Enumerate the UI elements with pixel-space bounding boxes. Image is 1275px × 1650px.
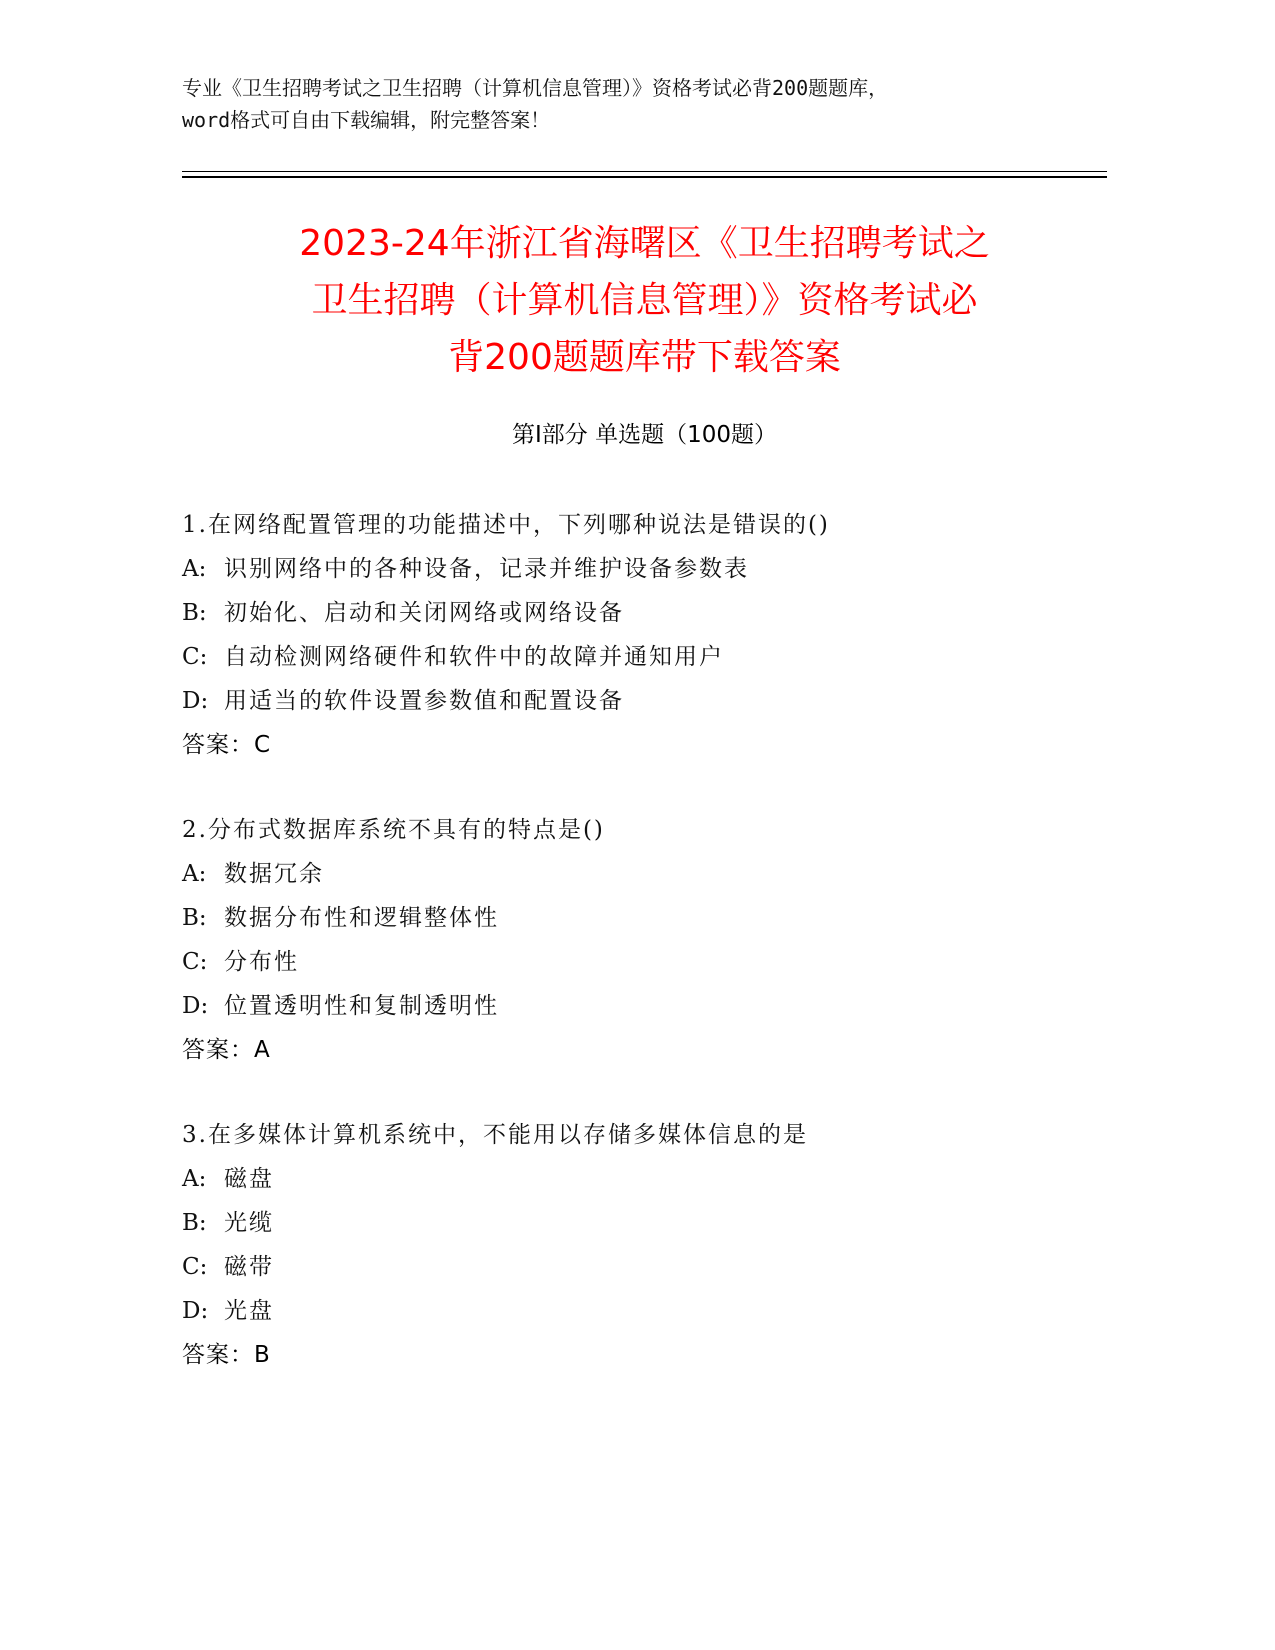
- option-text: 光缆: [224, 1210, 274, 1236]
- option-letter: C:: [182, 949, 208, 975]
- option-d: [182, 984, 1107, 1028]
- option-letter: D:: [182, 993, 209, 1019]
- answer-line: 答案：B: [182, 1342, 271, 1368]
- question-item: [182, 503, 1107, 767]
- option-a: [182, 1157, 1107, 1201]
- header-divider-thin: [182, 171, 1107, 172]
- option-text: 用适当的软件设置参数值和配置设备: [224, 688, 624, 714]
- header-note: [182, 72, 1082, 136]
- answer-line: 答案：A: [182, 1037, 271, 1063]
- question-stem: 3.在多媒体计算机系统中，不能用以存储多媒体信息的是: [182, 1122, 808, 1148]
- option-letter: C:: [182, 644, 208, 670]
- option-text: 磁带: [224, 1254, 274, 1280]
- option-a: [182, 852, 1107, 896]
- section-heading: 第Ⅰ部分 单选题（100题）: [512, 422, 777, 448]
- option-c: [182, 940, 1107, 984]
- option-text: 识别网络中的各种设备，记录并维护设备参数表: [224, 556, 749, 582]
- option-text: 自动检测网络硬件和软件中的故障并通知用户: [224, 644, 724, 670]
- document-title-line-3: 背200题题库带下载答案: [448, 337, 841, 378]
- question-item: [182, 808, 1107, 1072]
- option-text: 数据冗余: [224, 861, 324, 887]
- answer-line: 答案：C: [182, 732, 272, 758]
- option-a: [182, 547, 1107, 591]
- option-letter: D:: [182, 688, 209, 714]
- option-letter: B:: [182, 905, 207, 931]
- question-list: [182, 503, 1107, 1418]
- option-d: [182, 1289, 1107, 1333]
- option-c: [182, 635, 1107, 679]
- option-d: [182, 679, 1107, 723]
- option-c: [182, 1245, 1107, 1289]
- option-letter: D:: [182, 1298, 209, 1324]
- option-letter: B:: [182, 1210, 207, 1236]
- header-divider-thick: [182, 176, 1107, 178]
- document-title-line-2: 卫生招聘（计算机信息管理）》资格考试必: [311, 280, 978, 321]
- option-letter: A:: [182, 1166, 207, 1192]
- option-letter: C:: [182, 1254, 208, 1280]
- header-note-line-2: word格式可自由下载编辑，附完整答案！: [182, 108, 551, 132]
- option-b: [182, 1201, 1107, 1245]
- option-letter: B:: [182, 600, 207, 626]
- option-text: 位置透明性和复制透明性: [224, 993, 499, 1019]
- option-text: 光盘: [224, 1298, 274, 1324]
- option-text: 分布性: [224, 949, 299, 975]
- option-letter: A:: [182, 861, 207, 887]
- option-letter: A:: [182, 556, 207, 582]
- option-b: [182, 591, 1107, 635]
- option-text: 磁盘: [224, 1166, 274, 1192]
- question-item: [182, 1113, 1107, 1377]
- option-text: 初始化、启动和关闭网络或网络设备: [224, 600, 624, 626]
- option-b: [182, 896, 1107, 940]
- option-text: 数据分布性和逻辑整体性: [224, 905, 499, 931]
- question-stem: 2.分布式数据库系统不具有的特点是(): [182, 817, 605, 843]
- header-note-line-1: 专业《卫生招聘考试之卫生招聘（计算机信息管理）》资格考试必背200题题库，: [182, 76, 889, 100]
- document-title-line-1: 2023-24年浙江省海曙区《卫生招聘考试之: [299, 223, 990, 264]
- document-title: [182, 215, 1107, 386]
- question-stem: 1.在网络配置管理的功能描述中，下列哪种说法是错误的(): [182, 512, 830, 538]
